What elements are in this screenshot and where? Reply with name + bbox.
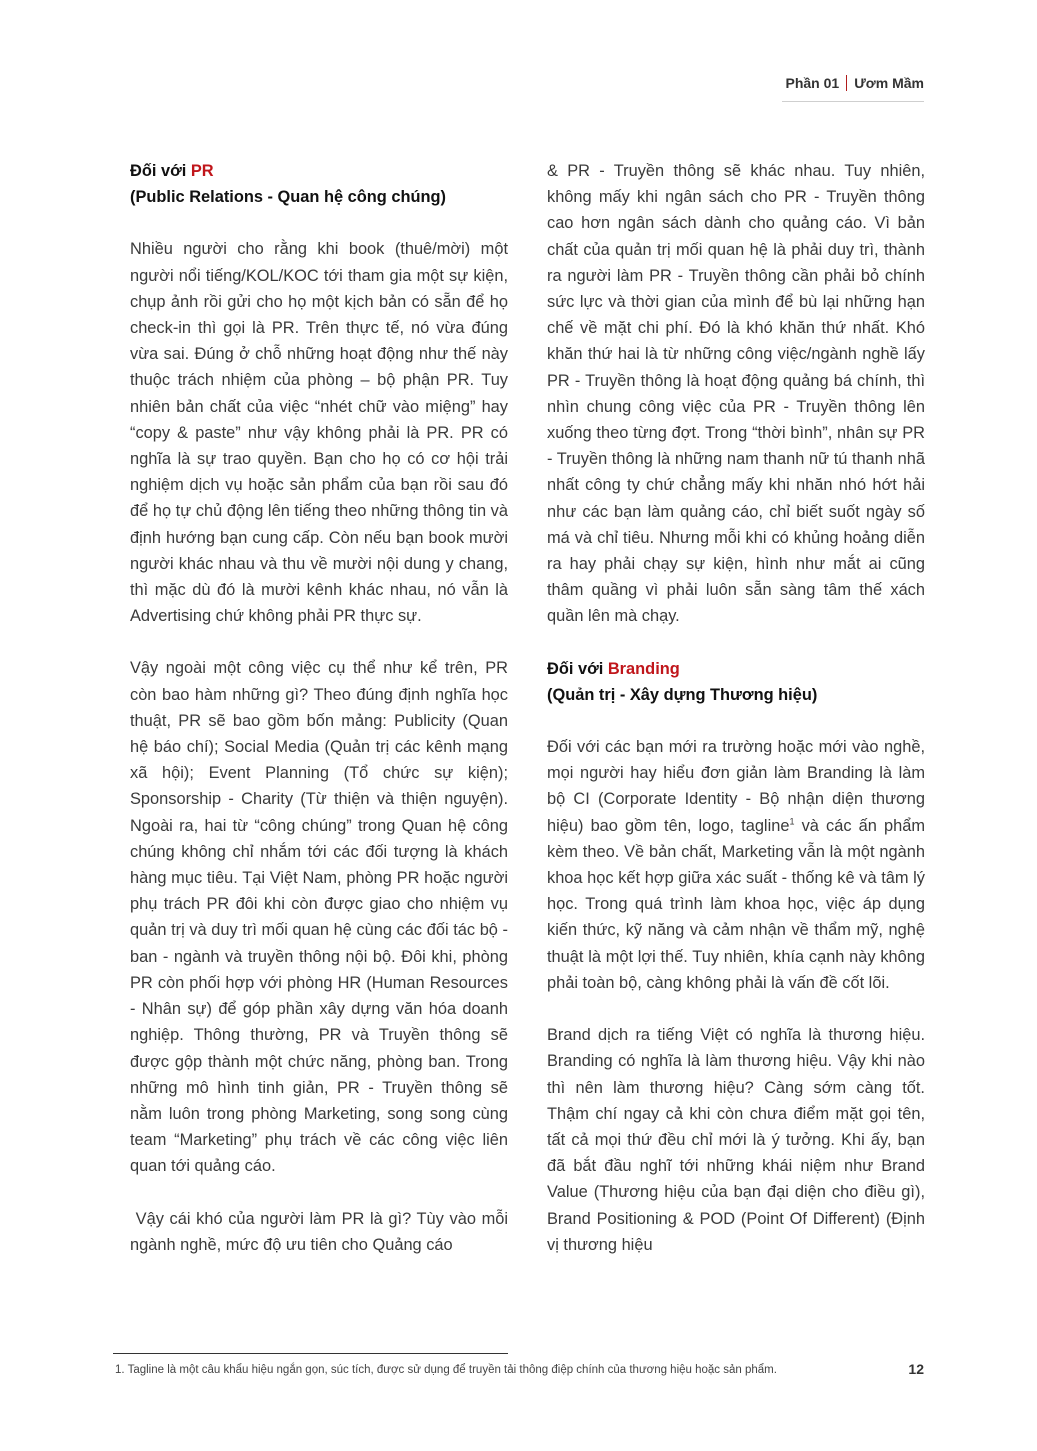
header-separator <box>846 75 847 91</box>
part-label: Phần 01 <box>785 75 840 91</box>
footnote-ref[interactable]: 1 <box>789 816 795 827</box>
chapter-label: Ươm Mầm <box>854 75 924 91</box>
paragraph: & PR - Truyền thông sẽ khác nhau. Tuy nhiên, không mấy khi ngân sách cho PR - Truyền thông cao hơn ngân sách dành cho quảng cáo. Vì bản chất của quản trị mối quan hệ là phải duy trì, thành ra người làm PR - Truyền thông cần phải bỏ chính sức lực và thời gian của mình để bù lại những hạn chế về mặt chi phí. Đó là khó khăn thứ nhất. Khó khăn thứ hai là từ những công việc/ngành nghề lấy PR - Truyền thông là hoạt động quảng bá chính, thì nhìn chung công việc của PR - Truyền thông lên xuống theo từng đợt. Trong “thời bình”, nhân sự PR - Truyền thông là những nam thanh nữ tú thanh nhã nhất công ty chứ chẳng mấy khi nhăn nhó hớt hải như các bạn làm quảng cáo, chỉ biết suốt ngày số má và chỉ tiêu. Nhưng mỗi khi có khủng hoảng diễn ra hay phải chạy sự kiện, hình như mắt ai cũng thâm quầng vì phải luôn sẵn sàng tâm thế xách quần lên mà chạy. <box>547 162 925 626</box>
paragraph: Nhiều người cho rằng khi book (thuê/mời) một người nổi tiếng/KOL/KOC tới tham gia một sự kiện, chụp ảnh rồi gửi cho họ một kịch bản có sẵn để họ check-in thì gọi là PR. Trên thực tế, nó vừa đúng vừa sai. Đúng ở chỗ những hoạt động như thế này thuộc trách nhiệm của phòng – bộ phận PR. Tuy nhiên bản chất của việc “nhét chữ vào miệng” hay “copy & paste” như vậy không phải là PR. PR có nghĩa là sự trao quyền. Bạn cho họ có cơ hội trải nghiệm dịch vụ hoặc sản phẩm của bạn rồi sau đó để họ tự chủ động lên tiếng theo những thông tin và định hướng bạn cung cấp. Còn nếu bạn book mười người khác nhau và thu về mười nội dung y chang, thì mặc dù đó là mười kênh khác nhau, nó vẫn là Advertising chứ không phải PR thực sự. <box>130 240 508 626</box>
paragraph: Vậy cái khó của người làm PR là gì? Tùy vào mỗi ngành nghề, mức độ ưu tiên cho Quảng cáo <box>130 1209 513 1254</box>
heading-accent: PR <box>190 162 214 180</box>
paragraph-text: Đối với các bạn mới ra trường hoặc mới vào nghề, mọi người hay hiểu đơn giản làm Branding là làm bộ CI (Corporate Identity - Bộ nhận diện thương hiệu) bao gồm tên, logo, tagline <box>547 738 925 835</box>
paragraph-text: và các ấn phẩm kèm theo. Về bản chất, Marketing vẫn là một ngành khoa học kết hợp giữa xác suất - thống kê và tâm lý học. Trong quá trình làm khoa học, việc áp dụng kiến thức, kỹ năng và cảm nhận về thẩm mỹ, nghệ thuật là một lợi thế. Tuy nhiên, khía cạnh này không phải toàn bộ, càng không phải là vấn đề cốt lõi. <box>547 816 925 992</box>
heading-prefix: Đối với <box>130 162 191 180</box>
heading-prefix: Đối với <box>547 659 608 678</box>
right-column <box>547 158 925 1258</box>
paragraph <box>547 734 925 996</box>
paragraph: Vậy ngoài một công việc cụ thể như kể trên, PR còn bao hàm những gì? Theo đúng định nghĩa học thuật, PR sẽ bao gồm bốn mảng: Publicity (Quan hệ báo chí); Social Media (Quản trị các kênh mạng xã hội); Event Planning (Tổ chức sự kiện); Sponsorship - Charity (Từ thiện và thiện nguyện). Ngoài ra, hai từ “công chúng” trong Quan hệ công chúng không chỉ nhắm tới các đối tượng là khách hàng mục tiêu. Tại Việt Nam, phòng PR hoặc người phụ trách PR đôi khi còn được giao cho nhiệm vụ quản trị và duy trì mối quan hệ cùng các đối tác bộ - ban - ngành và truyền thông nội bộ. Đôi khi, phòng PR còn phối hợp với phòng HR (Human Resources - Nhân sự) để góp phần xây dựng văn hóa doanh nghiệp. Thông thường, PR và Truyền thông sẽ được gộp thành một chức năng, phòng ban. Trong những mô hình tinh giản, PR - Truyền thông sẽ nằm luôn trong phòng Marketing, song song cùng team “Marketing” phụ trách về các công việc liên quan tới quảng cáo. <box>130 659 508 1176</box>
header-rule <box>782 101 924 102</box>
footnote: 1. Tagline là một câu khẩu hiệu ngắn gọn, súc tích, được sử dụng để truyền tải thông điệp chính của thương hiệu hoặc sản phẩm. <box>115 1364 777 1376</box>
section-subheading-branding: (Quản trị - Xây dựng Thương hiệu) <box>547 685 818 704</box>
running-head <box>785 75 924 91</box>
heading-accent: Branding <box>607 659 680 678</box>
left-column <box>130 158 513 1258</box>
paragraph: Brand dịch ra tiếng Việt có nghĩa là thương hiệu. Branding có nghĩa là làm thương hiệu. Vậy khi nào thì nên làm thương hiệu? Càng sớm càng tốt. Thậm chí ngay cả khi còn chưa điểm mặt gọi tên, tất cả mọi thứ đều chỉ mới là ý tưởng. Khi ấy, bạn đã bắt đầu nghĩ tới những khái niệm như Brand Value (Thương hiệu của bạn đại diện cho điều gì), Brand Positioning & POD (Point Of Different) (Định vị thương hiệu <box>547 1026 925 1254</box>
section-heading-pr <box>130 158 508 184</box>
footnote-rule <box>113 1353 508 1354</box>
section-subheading-pr: (Public Relations - Quan hệ công chúng) <box>130 188 446 207</box>
section-heading-branding <box>547 656 925 682</box>
page-number: 12 <box>908 1361 924 1377</box>
